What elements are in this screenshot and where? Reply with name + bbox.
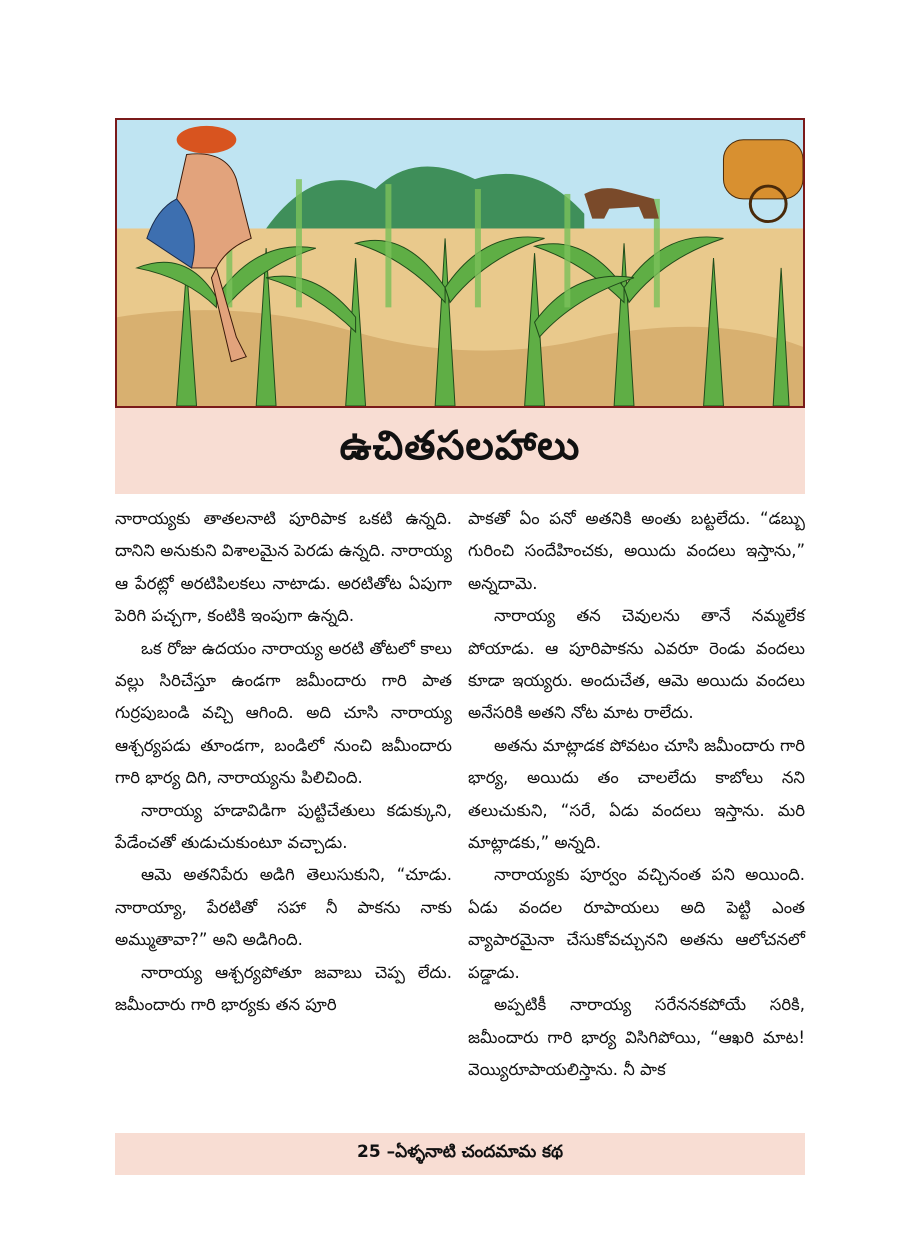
farmer-in-banana-field-illustration [117, 120, 803, 406]
left-column [115, 503, 452, 1125]
paragraph: ఆమె అతనిపేరు అడిగి తెలుసుకుని, “చూడు. నారాయ్యా, పేరటితో సహా నీ పాకను నాకు అమ్ముతావా?” అని అడిగింది. [115, 865, 452, 950]
paragraph: ఒక రోజు ఉదయం నారాయ్య అరటి తోటలో కాలు వల్లు సిరిచేస్తూ ఉండగా జమీందారు గారి పాత గుర్రపుబండి వచ్చి ఆగింది. అది చూసి నారాయ్య ఆశ్చర్యపడు తూండగా, బండిలో నుంచి జమీందారు గారి భార్య దిగి, నారాయ్యను పిలిచింది. [115, 638, 452, 788]
footer-caption: 25 –ఏళ్ళనాటి చందమామ కథ [357, 1142, 563, 1162]
paragraph: నారాయ్యకు తాతలనాటి పూరిపాక ఒకటి ఉన్నది. దానిని అనుకుని విశాలమైన పెరడు ఉన్నది. నారాయ్య ఆ పేరట్లో అరటిపిలకలు నాటాడు. అరటితోట ఏపుగా పెరిగి పచ్చగా, కంటికి ఇంపుగా ఉన్నది. [115, 509, 452, 626]
right-column [468, 503, 805, 1125]
paragraph: నారాయ్య హడావిడిగా పుట్టిచేతులు కడుక్కుని, పేడేంచతో తుడుచుకుంటూ వచ్చాడు. [115, 800, 452, 853]
story-illustration [115, 118, 805, 408]
paragraph: అతను మాట్లాడక పోవటం చూసి జమీందారు గారి భార్య, అయిదు తం చాలలేదు కాబోలు నని తలుచుకుని, “సరే, ఏడు వందలు ఇస్తాను. మరి మాట్లాడకు,” అన్నది. [468, 735, 805, 853]
footer-band [115, 1133, 805, 1175]
paragraph: నారాయ్య తన చెవులను తానే నమ్మలేక పోయాడు. ఆ పూరిపాకను ఎవరూ రెండు వందలు కూడా ఇయ్యరు. అందుచేత, ఆమె అయిదు వందలు అనేసరికి అతని నోట మాట రాలేదు. [468, 606, 805, 723]
paragraph: నారాయ్యకు పూర్వం వచ్చినంత పని అయింది. ఏడు వందల రూపాయలు అది పెట్టి ఎంత వ్యాపారమైనా చేసుకోవచ్చునని అతను ఆలోచనలో పడ్డాడు. [468, 865, 805, 982]
story-title: ఉచితసలహాలు [339, 423, 581, 469]
story-body [115, 503, 805, 1125]
paragraph: అప్పటికీ నారాయ్య సరేననకపోయే సరికి, జమీందారు గారి భార్య విసిగిపోయి, “ఆఖరి మాట! వెయ్యిరూపాయలిస్తాను. నీ పాక [468, 995, 805, 1079]
paragraph: పాకతో ఏం పనో అతనికి అంతు బట్టలేదు. “డబ్బు గురించి సందేహించకు, అయిదు వందలు ఇస్తాను,” అన్నదామె. [468, 509, 805, 593]
paragraph: నారాయ్య ఆశ్చర్యపోతూ జవాబు చెప్ప లేదు. జమీందారు గారి భార్యకు తన పూరి [115, 962, 452, 1015]
title-band [115, 408, 805, 494]
